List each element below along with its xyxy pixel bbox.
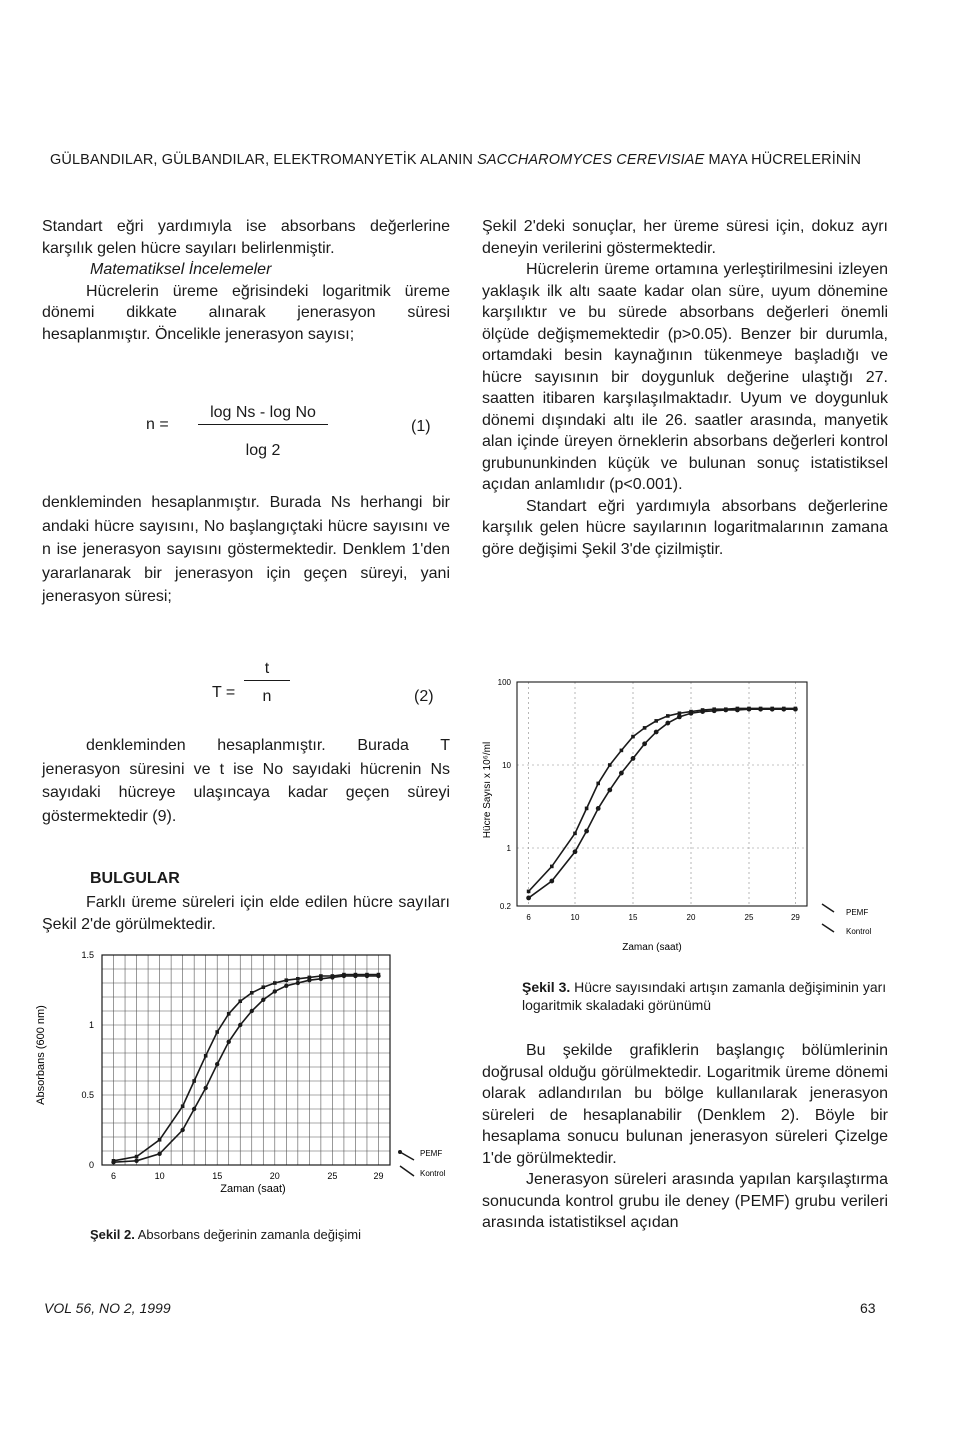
y-tick-label: 1 [88, 1020, 94, 1030]
figure-3-caption [522, 978, 892, 1014]
right-paragraph-4: Bu şekilde grafiklerin başlangıç bölümlerinin doğrusal olduğu görülmektedir. Logaritmik üreme dönemi olarak adlandırılan bu bölge kullanılarak jenerasyon süreleri de hesaplanabilir (Denklem 2). Böyle bir hesaplama sonucu bulunan jenerasyon süreleri Çizelge 1'de görülmektedir. [482, 1042, 888, 1167]
equation-1-number: (1) [411, 418, 431, 435]
data-point-kontrol [643, 726, 647, 730]
x-tick-label: 20 [686, 913, 696, 922]
data-point-kontrol [654, 719, 658, 723]
left-column-bulgular [42, 892, 450, 935]
data-point-kontrol [527, 890, 531, 894]
data-point-pemf [284, 984, 288, 988]
data-point-pemf [677, 714, 682, 719]
figure-2-caption-label: Şekil 2. [90, 1227, 135, 1242]
data-point-kontrol [204, 1054, 208, 1058]
plot-frame [102, 955, 390, 1165]
figure-2-axes [102, 955, 390, 1165]
x-tick-label: 6 [111, 1171, 117, 1181]
data-point-pemf [654, 730, 659, 735]
data-point-kontrol [689, 710, 693, 714]
data-point-pemf [296, 981, 300, 985]
data-point-pemf [619, 771, 624, 776]
data-point-pemf [238, 1023, 242, 1027]
y-tick-label: 10 [502, 760, 511, 770]
right-paragraph-1: Şekil 2'deki sonuçlar, her üreme süresi için, dokuz ayrı deneyin verilerini göstermektedir. [482, 218, 888, 257]
figure-3-chart [472, 670, 892, 960]
figure-3-legend-pemf: PEMF [846, 908, 869, 917]
data-point-kontrol [736, 707, 740, 711]
plot-frame [517, 682, 807, 906]
figure-2-legend [398, 1149, 446, 1178]
data-point-pemf [203, 1086, 207, 1090]
data-point-pemf [573, 849, 578, 854]
data-point-kontrol [666, 714, 670, 718]
data-point-pemf [250, 1009, 254, 1013]
data-point-kontrol [331, 974, 335, 978]
data-point-kontrol [782, 707, 786, 711]
data-point-kontrol [550, 865, 554, 869]
right-paragraph-3: Standart eğri yardımıyla absorbans değerlerine karşılık gelen hücre sayılarının logaritmalarının zamana göre değişimi Şekil 3'de çizilmiştir. [482, 497, 888, 558]
footer-journal: VOL 56, NO 2, 1999 [44, 1300, 171, 1316]
data-point-kontrol [701, 708, 705, 712]
x-tick-label: 20 [269, 1171, 280, 1181]
header-prefix: GÜLBANDILAR, GÜLBANDILAR, ELEKTROMANYETİK ALANIN [50, 152, 478, 168]
running-header [50, 152, 861, 168]
equation-1-lhs: n = [146, 416, 169, 433]
left-paragraph-4: denkleminden hesaplanmıştır. Burada T jenerasyon süresini ve t ise No sayıdaki hücrenin Ns sayıdaki hücreye ulaşıncaya kadar geçen süreyi göstermektedir (9). [42, 737, 450, 825]
left-paragraph-2: Hücrelerin üreme eğrisindeki logaritmik üreme dönemi dikkate alınarak jenerasyon süresi hesaplanmıştır. Öncelikle jenerasyon sayısı; [42, 282, 450, 343]
equation-1-numerator: log Ns - log No [198, 404, 328, 425]
series-line-kontrol [529, 708, 796, 891]
y-tick-label: 1.5 [81, 950, 94, 960]
data-point-kontrol [261, 985, 265, 989]
equation-2-denominator: n [262, 688, 272, 705]
x-tick-label: 6 [526, 913, 531, 922]
data-point-pemf [157, 1152, 161, 1156]
data-point-kontrol [608, 763, 612, 767]
left-column-mid [42, 491, 450, 609]
left-column-bottom [42, 734, 450, 828]
figure-2-grid [102, 955, 390, 1165]
x-tick-label: 15 [628, 913, 638, 922]
data-point-pemf [180, 1128, 184, 1132]
figure-2-series [111, 973, 380, 1165]
data-point-kontrol [308, 976, 312, 980]
figure-3-caption-text: Hücre sayısındaki artışın zamanla değişiminin yarı logaritmik skaladaki görünümü [522, 979, 887, 1013]
left-paragraph-3: denkleminden hesaplanmıştır. Burada Ns herhangi bir andaki hücre sayısını, No başlangıçtaki hücre sayısını ve n ise jenerasyon sayısını göstermektedir. Denklem 1'den yararlanarak bir jenerasyon için geçen süreyi, yani jenerasyon süresi; [42, 494, 450, 605]
legend-pemf-marker [398, 1150, 402, 1154]
figure-3-legend-kontrol: Kontrol [846, 927, 872, 936]
right-paragraph-5: Jenerasyon süreleri arasında yapılan karşılaştırma sonucunda kontrol grubu ile deney (PEMF) grubu verileri arasında istatistiksel açıdan [482, 1171, 888, 1231]
figure-3-ylabel: Hücre Sayısı x 10⁶/ml [482, 741, 493, 839]
figure-2-tick-labels [81, 950, 383, 1181]
data-point-pemf [642, 741, 647, 746]
data-point-kontrol [296, 977, 300, 981]
x-tick-label: 29 [790, 913, 800, 922]
x-tick-label: 25 [327, 1171, 338, 1181]
data-point-kontrol [620, 749, 624, 753]
data-point-kontrol [354, 973, 358, 977]
data-point-kontrol [712, 707, 716, 711]
data-point-kontrol [250, 991, 254, 995]
y-tick-label: 0 [88, 1160, 94, 1170]
data-point-pemf [261, 998, 265, 1002]
right-paragraph-2: Hücrelerin üreme ortamına yerleştirilmesini izleyen yaklaşık ilk altı saate kadar olan süre, uyum dönemine karşılıktır ve bu sürede absorbans değerleri önemli ölçüde değişmemektedir (p>0.05). Benzer bir durumla, ortamdaki besin kaynağının tükenmeye başladığı ve hücre sayısının bir doygunluk değerine ulaştığı 27. saatten itibaren karşılaşılmaktadır. Uyum ve doygunluk dönemi dışındaki altı ile 26. saatler arasında, manyetik alan içinde üreyen örneklerin absorbans değerleri kontrol grubununkinden küçük ve bulunan sonuç istatistiksel açıdan anlamlıdır (p<0.001). [482, 261, 888, 493]
data-point-kontrol [238, 999, 242, 1003]
data-point-kontrol [631, 735, 635, 739]
legend-pemf-line [822, 904, 834, 912]
legend-pemf-line [400, 1152, 414, 1160]
data-point-kontrol [181, 1104, 185, 1108]
data-point-pemf [273, 989, 277, 993]
right-column-top [482, 216, 888, 560]
data-point-kontrol [747, 707, 751, 711]
x-tick-label: 10 [570, 913, 580, 922]
figure-3-caption-label: Şekil 3. [522, 979, 571, 995]
data-point-kontrol [215, 1030, 219, 1034]
data-point-kontrol [596, 782, 600, 786]
data-point-kontrol [365, 973, 369, 977]
footer-page-number: 63 [860, 1300, 876, 1316]
data-point-kontrol [724, 707, 728, 711]
y-tick-label: 0.5 [81, 1090, 94, 1100]
x-tick-label: 10 [154, 1171, 165, 1181]
series-line-kontrol [114, 975, 379, 1161]
data-point-kontrol [319, 974, 323, 978]
equation-2-number: (2) [414, 688, 434, 705]
x-tick-label: 29 [373, 1171, 384, 1181]
section-heading-bulgular: BULGULAR [90, 870, 180, 887]
series-line-pemf [114, 976, 379, 1162]
data-point-pemf [526, 896, 531, 901]
figure-2-xlabel: Zaman (saat) [220, 1183, 286, 1195]
data-point-kontrol [158, 1138, 162, 1142]
header-suffix: MAYA HÜCRELERİNİN [704, 152, 862, 168]
figure-3-axes [517, 682, 807, 906]
data-point-kontrol [227, 1012, 231, 1016]
data-point-kontrol [342, 973, 346, 977]
data-point-pemf [607, 788, 612, 793]
equation-2-lhs: T = [212, 684, 236, 701]
legend-kontrol-line [400, 1166, 414, 1176]
figure-2-caption-text: Absorbans değerinin zamanla değişimi [134, 1227, 361, 1242]
figure-3-xlabel: Zaman (saat) [622, 942, 682, 953]
data-point-kontrol [377, 973, 381, 977]
data-point-kontrol [273, 981, 277, 985]
figure-3-legend [822, 904, 872, 936]
data-point-kontrol [285, 978, 289, 982]
equation-2-numerator: t [244, 660, 290, 681]
data-point-pemf [134, 1159, 138, 1163]
figure-2-legend-kontrol: Kontrol [420, 1169, 446, 1178]
x-tick-label: 15 [212, 1171, 223, 1181]
header-species: SACCHAROMYCES CEREVISIAE [477, 152, 705, 168]
figure-2-caption [90, 1226, 361, 1244]
equation-1-denominator: log 2 [245, 442, 281, 459]
data-point-kontrol [585, 807, 589, 811]
left-paragraph-1: Standart eğri yardımıyla ise absorbans değerlerine karşılık gelen hücre sayıları belirlenmiştir. [42, 218, 450, 257]
y-tick-label: 0.2 [499, 902, 511, 911]
data-point-kontrol [135, 1155, 139, 1159]
data-point-kontrol [112, 1159, 116, 1163]
data-point-kontrol [759, 707, 763, 711]
data-point-pemf [665, 721, 670, 726]
data-point-pemf [549, 879, 554, 884]
y-tick-label: 100 [497, 678, 511, 687]
right-column-bottom [482, 1040, 888, 1234]
figure-3-grid [517, 682, 807, 906]
y-tick-label: 1 [506, 843, 511, 853]
data-point-kontrol [192, 1079, 196, 1083]
data-point-kontrol [573, 832, 577, 836]
figure-3-series [526, 707, 798, 901]
data-point-kontrol [770, 707, 774, 711]
series-line-pemf [529, 709, 796, 898]
data-point-pemf [596, 806, 601, 811]
figure-2-ylabel: Absorbans (600 nm) [35, 1005, 47, 1105]
figure-2-chart [28, 940, 468, 1210]
data-point-pemf [227, 1040, 231, 1044]
left-paragraph-5: Farklı üreme süreleri için elde edilen hücre sayıları Şekil 2'de görülmektedir. [42, 894, 450, 933]
subheading-matematiksel: Matematiksel İncelemeler [90, 261, 272, 278]
x-tick-label: 25 [744, 913, 754, 922]
figure-2-legend-pemf: PEMF [420, 1149, 443, 1158]
data-point-pemf [631, 756, 636, 761]
data-point-pemf [192, 1107, 196, 1111]
legend-kontrol-line [822, 924, 834, 932]
left-column-top [42, 216, 450, 345]
data-point-pemf [215, 1062, 219, 1066]
data-point-kontrol [678, 711, 682, 715]
figure-3-tick-labels [498, 678, 801, 922]
data-point-pemf [584, 829, 589, 834]
data-point-kontrol [794, 707, 798, 711]
